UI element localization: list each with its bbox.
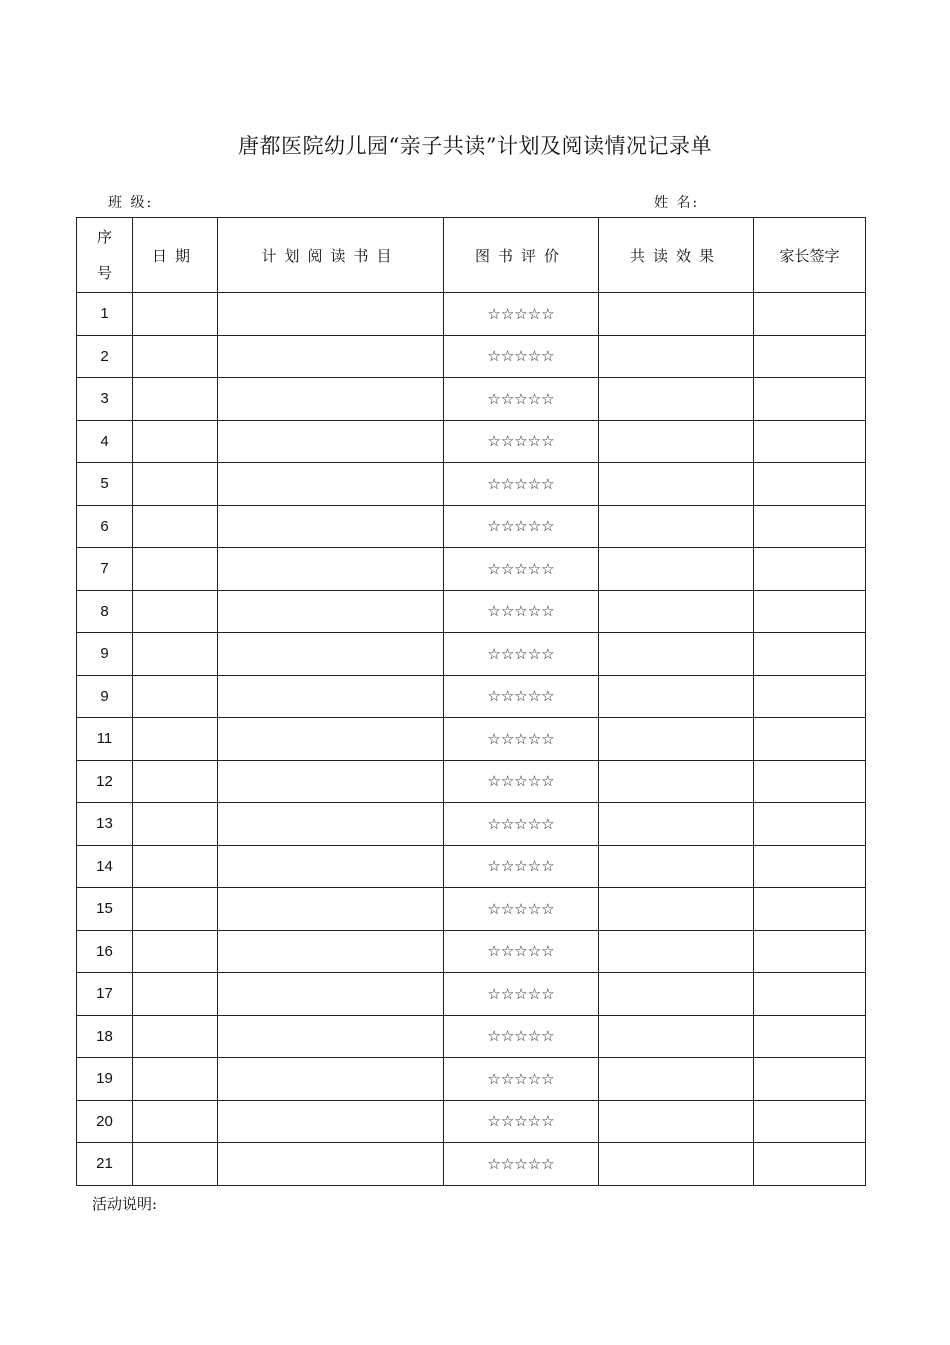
row-signature-cell[interactable] [754,1143,866,1186]
row-index-cell: 1 [77,293,133,336]
row-book-cell[interactable] [218,973,444,1016]
row-rating-stars[interactable]: ☆☆☆☆☆ [444,803,599,846]
class-label: 班 级: [108,195,154,211]
header-date: 日期 [133,218,218,293]
row-date-cell[interactable] [133,718,218,761]
row-rating-stars[interactable]: ☆☆☆☆☆ [444,505,599,548]
row-signature-cell[interactable] [754,1015,866,1058]
header-rating: 图书评价 [444,218,599,293]
row-index-cell: 12 [77,760,133,803]
row-date-cell[interactable] [133,1100,218,1143]
row-index-cell: 13 [77,803,133,846]
row-rating-stars[interactable]: ☆☆☆☆☆ [444,633,599,676]
table-row [77,675,866,718]
row-effect-cell[interactable] [599,633,754,676]
row-rating-stars[interactable]: ☆☆☆☆☆ [444,378,599,421]
table-row [77,293,866,336]
row-signature-cell[interactable] [754,1100,866,1143]
row-effect-cell[interactable] [599,505,754,548]
row-book-cell[interactable] [218,888,444,931]
row-date-cell[interactable] [133,803,218,846]
header-index-top: 序 [96,228,112,246]
row-date-cell[interactable] [133,633,218,676]
row-effect-cell[interactable] [599,1100,754,1143]
row-index-cell: 3 [77,378,133,421]
row-effect-cell[interactable] [599,803,754,846]
table-row [77,803,866,846]
row-signature-cell[interactable] [754,888,866,931]
row-index-cell: 14 [77,845,133,888]
row-date-cell[interactable] [133,463,218,506]
table-row [77,1058,866,1101]
row-book-cell[interactable] [218,718,444,761]
table-row [77,1100,866,1143]
row-signature-cell[interactable] [754,1058,866,1101]
row-signature-cell[interactable] [754,845,866,888]
table-row [77,378,866,421]
row-signature-cell[interactable] [754,760,866,803]
row-date-cell[interactable] [133,420,218,463]
table-row [77,1015,866,1058]
row-date-cell[interactable] [133,378,218,421]
row-date-cell[interactable] [133,505,218,548]
row-index-cell: 19 [77,1058,133,1101]
row-book-cell[interactable] [218,420,444,463]
row-rating-stars[interactable]: ☆☆☆☆☆ [444,973,599,1016]
row-rating-stars[interactable]: ☆☆☆☆☆ [444,335,599,378]
row-date-cell[interactable] [133,973,218,1016]
row-rating-stars[interactable]: ☆☆☆☆☆ [444,888,599,931]
header-effect: 共读效果 [599,218,754,293]
row-effect-cell[interactable] [599,548,754,591]
row-index-cell: 11 [77,718,133,761]
table-row [77,590,866,633]
row-rating-stars[interactable]: ☆☆☆☆☆ [444,1100,599,1143]
row-book-cell[interactable] [218,930,444,973]
table-header-row [77,218,866,293]
row-signature-cell[interactable] [754,378,866,421]
row-date-cell[interactable] [133,548,218,591]
reading-record-table [76,217,866,1186]
row-date-cell[interactable] [133,1143,218,1186]
row-book-cell[interactable] [218,505,444,548]
row-date-cell[interactable] [133,888,218,931]
row-effect-cell[interactable] [599,463,754,506]
row-signature-cell[interactable] [754,633,866,676]
row-date-cell[interactable] [133,1015,218,1058]
row-rating-stars[interactable]: ☆☆☆☆☆ [444,760,599,803]
row-signature-cell[interactable] [754,293,866,336]
row-rating-stars[interactable]: ☆☆☆☆☆ [444,930,599,973]
row-signature-cell[interactable] [754,548,866,591]
row-book-cell[interactable] [218,590,444,633]
row-rating-stars[interactable]: ☆☆☆☆☆ [444,675,599,718]
row-date-cell[interactable] [133,293,218,336]
row-signature-cell[interactable] [754,930,866,973]
row-effect-cell[interactable] [599,930,754,973]
row-signature-cell[interactable] [754,463,866,506]
row-book-cell[interactable] [218,1100,444,1143]
row-book-cell[interactable] [218,548,444,591]
row-effect-cell[interactable] [599,590,754,633]
row-signature-cell[interactable] [754,803,866,846]
table-row [77,633,866,676]
table-row [77,1143,866,1186]
row-date-cell[interactable] [133,335,218,378]
row-date-cell[interactable] [133,1058,218,1101]
table-row [77,420,866,463]
table-body [77,293,866,1186]
row-book-cell[interactable] [218,293,444,336]
row-book-cell[interactable] [218,463,444,506]
row-book-cell[interactable] [218,1015,444,1058]
row-index-cell: 18 [77,1015,133,1058]
row-signature-cell[interactable] [754,675,866,718]
row-index-cell: 2 [77,335,133,378]
row-index-cell: 5 [77,463,133,506]
row-index-cell: 9 [77,675,133,718]
table-row [77,973,866,1016]
row-effect-cell[interactable] [599,760,754,803]
row-rating-stars[interactable]: ☆☆☆☆☆ [444,548,599,591]
row-index-cell: 16 [77,930,133,973]
table-row [77,335,866,378]
row-effect-cell[interactable] [599,293,754,336]
row-book-cell[interactable] [218,378,444,421]
row-signature-cell[interactable] [754,335,866,378]
row-signature-cell[interactable] [754,973,866,1016]
document-title: 唐都医院幼儿园“亲子共读”计划及阅读情况记录单 [238,134,712,158]
row-index-cell: 21 [77,1143,133,1186]
row-effect-cell[interactable] [599,1015,754,1058]
row-date-cell[interactable] [133,845,218,888]
name-label: 姓 名: [654,195,700,211]
row-signature-cell[interactable] [754,505,866,548]
row-book-cell[interactable] [218,633,444,676]
row-date-cell[interactable] [133,930,218,973]
row-rating-stars[interactable]: ☆☆☆☆☆ [444,718,599,761]
table-row [77,888,866,931]
row-index-cell: 6 [77,505,133,548]
row-effect-cell[interactable] [599,718,754,761]
header-index [77,218,133,293]
row-rating-stars[interactable]: ☆☆☆☆☆ [444,420,599,463]
row-index-cell: 7 [77,548,133,591]
row-rating-stars[interactable]: ☆☆☆☆☆ [444,845,599,888]
row-signature-cell[interactable] [754,718,866,761]
row-book-cell[interactable] [218,845,444,888]
row-rating-stars[interactable]: ☆☆☆☆☆ [444,1015,599,1058]
row-effect-cell[interactable] [599,420,754,463]
row-book-cell[interactable] [218,335,444,378]
row-rating-stars[interactable]: ☆☆☆☆☆ [444,463,599,506]
table-row [77,548,866,591]
row-date-cell[interactable] [133,760,218,803]
row-book-cell[interactable] [218,675,444,718]
row-effect-cell[interactable] [599,845,754,888]
row-rating-stars[interactable]: ☆☆☆☆☆ [444,1143,599,1186]
row-index-cell: 17 [77,973,133,1016]
table-row [77,463,866,506]
row-index-cell: 9 [77,633,133,676]
row-book-cell[interactable] [218,1058,444,1101]
row-book-cell[interactable] [218,1143,444,1186]
row-index-cell: 15 [77,888,133,931]
table-row [77,760,866,803]
row-rating-stars[interactable]: ☆☆☆☆☆ [444,1058,599,1101]
row-effect-cell[interactable] [599,973,754,1016]
header-signature: 家长签字 [754,218,866,293]
activity-note-label: 活动说明: [92,1195,158,1213]
row-signature-cell[interactable] [754,420,866,463]
row-effect-cell[interactable] [599,888,754,931]
row-rating-stars[interactable]: ☆☆☆☆☆ [444,590,599,633]
table-row [77,505,866,548]
table-row [77,845,866,888]
row-book-cell[interactable] [218,803,444,846]
row-date-cell[interactable] [133,590,218,633]
table-row [77,930,866,973]
row-book-cell[interactable] [218,760,444,803]
header-index-bottom: 号 [96,264,112,282]
row-effect-cell[interactable] [599,335,754,378]
row-index-cell: 4 [77,420,133,463]
table-row [77,718,866,761]
row-index-cell: 8 [77,590,133,633]
row-effect-cell[interactable] [599,378,754,421]
row-date-cell[interactable] [133,675,218,718]
row-effect-cell[interactable] [599,1143,754,1186]
row-rating-stars[interactable]: ☆☆☆☆☆ [444,293,599,336]
header-book: 计划阅读书目 [218,218,444,293]
row-index-cell: 20 [77,1100,133,1143]
row-effect-cell[interactable] [599,675,754,718]
row-effect-cell[interactable] [599,1058,754,1101]
row-signature-cell[interactable] [754,590,866,633]
